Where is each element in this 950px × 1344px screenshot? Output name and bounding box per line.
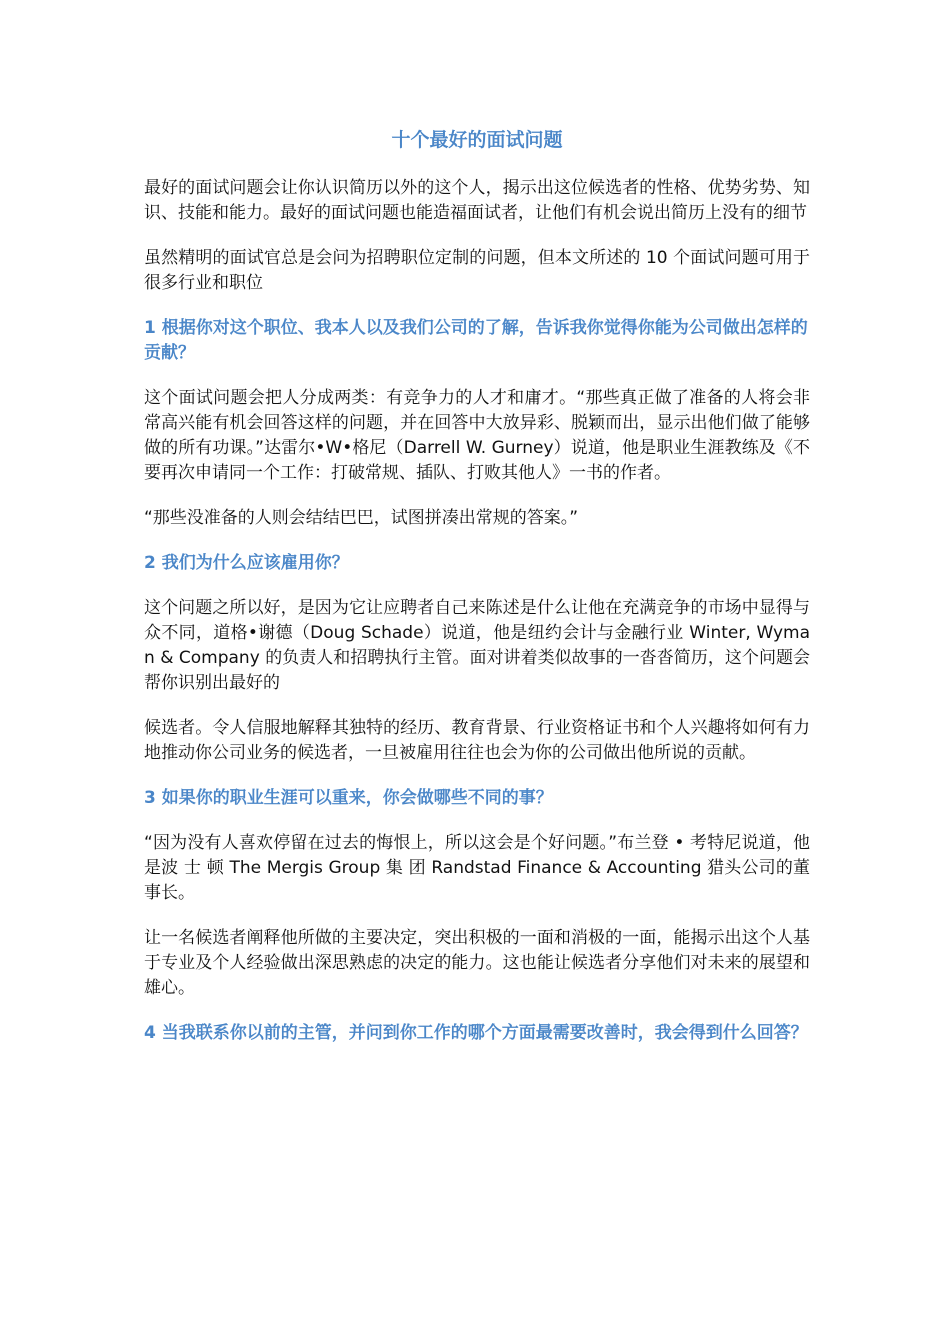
intro-paragraph: 最好的面试问题会让你认识简历以外的这个人，揭示出这位候选者的性格、优势劣势、知识、技能和能力。最好的面试问题也能造福面试者，让他们有机会说出简历上没有的细节 (144, 178, 810, 223)
question-3-heading: 3 如果你的职业生涯可以重来，你会做哪些不同的事？ (144, 788, 553, 808)
question-2-answer-continued: 候选者。令人信服地解释其独特的经历、教育背景、行业资格证书和个人兴趣将如何有力地推动你公司业务的候选者，一旦被雇用往往也会为你的公司做出他所说的贡献。 (144, 718, 810, 763)
question-3-quote: “因为没有人喜欢停留在过去的悔恨上，所以这会是个好问题。”布兰登 • 考特尼说道，他是波 士 顿 The Mergis Group 集 团 Randstad Finance & Accounting 猎头公司的董事长。 (144, 833, 810, 903)
question-1-heading: 1 根据你对这个职位、我本人以及我们公司的了解，告诉我你觉得你能为公司做出怎样的贡献？ (144, 318, 808, 363)
question-1-quote: “那些没准备的人则会结结巴巴，试图拼凑出常规的答案。” (144, 508, 579, 528)
document-page (144, 126, 810, 1066)
question-1-answer: 这个面试问题会把人分成两类：有竞争力的人才和庸才。“那些真正做了准备的人将会非常高兴能有机会回答这样的问题，并在回答中大放异彩、脱颖而出，显示出他们做了能够做的所有功课。”达雷尔•W•格尼（Darrell W. Gurney）说道，他是职业生涯教练及《不要再次申请同一个工作：打破常规、插队、打败其他人》一书的作者。 (144, 388, 810, 483)
intro-paragraph-2: 虽然精明的面试官总是会问为招聘职位定制的问题，但本文所述的 10 个面试问题可用于很多行业和职位 (144, 248, 810, 293)
question-2-answer: 这个问题之所以好，是因为它让应聘者自己来陈述是什么让他在充满竞争的市场中显得与众不同，道格•谢德（Doug Schade）说道，他是纽约会计与金融行业 Winter, Wyman & Company 的负责人和招聘执行主管。面对讲着类似故事的一沓沓简历，这个问题会帮你识别出最好的 (144, 598, 810, 693)
question-3-answer: 让一名候选者阐释他所做的主要决定，突出积极的一面和消极的一面，能揭示出这个人基于专业及个人经验做出深思熟虑的决定的能力。这也能让候选者分享他们对未来的展望和雄心。 (144, 928, 810, 998)
question-2-heading: 2 我们为什么应该雇用你？ (144, 553, 349, 573)
document-title: 十个最好的面试问题 (391, 129, 563, 151)
question-4-heading: 4 当我联系你以前的主管，并问到你工作的哪个方面最需要改善时，我会得到什么回答？ (144, 1023, 808, 1043)
